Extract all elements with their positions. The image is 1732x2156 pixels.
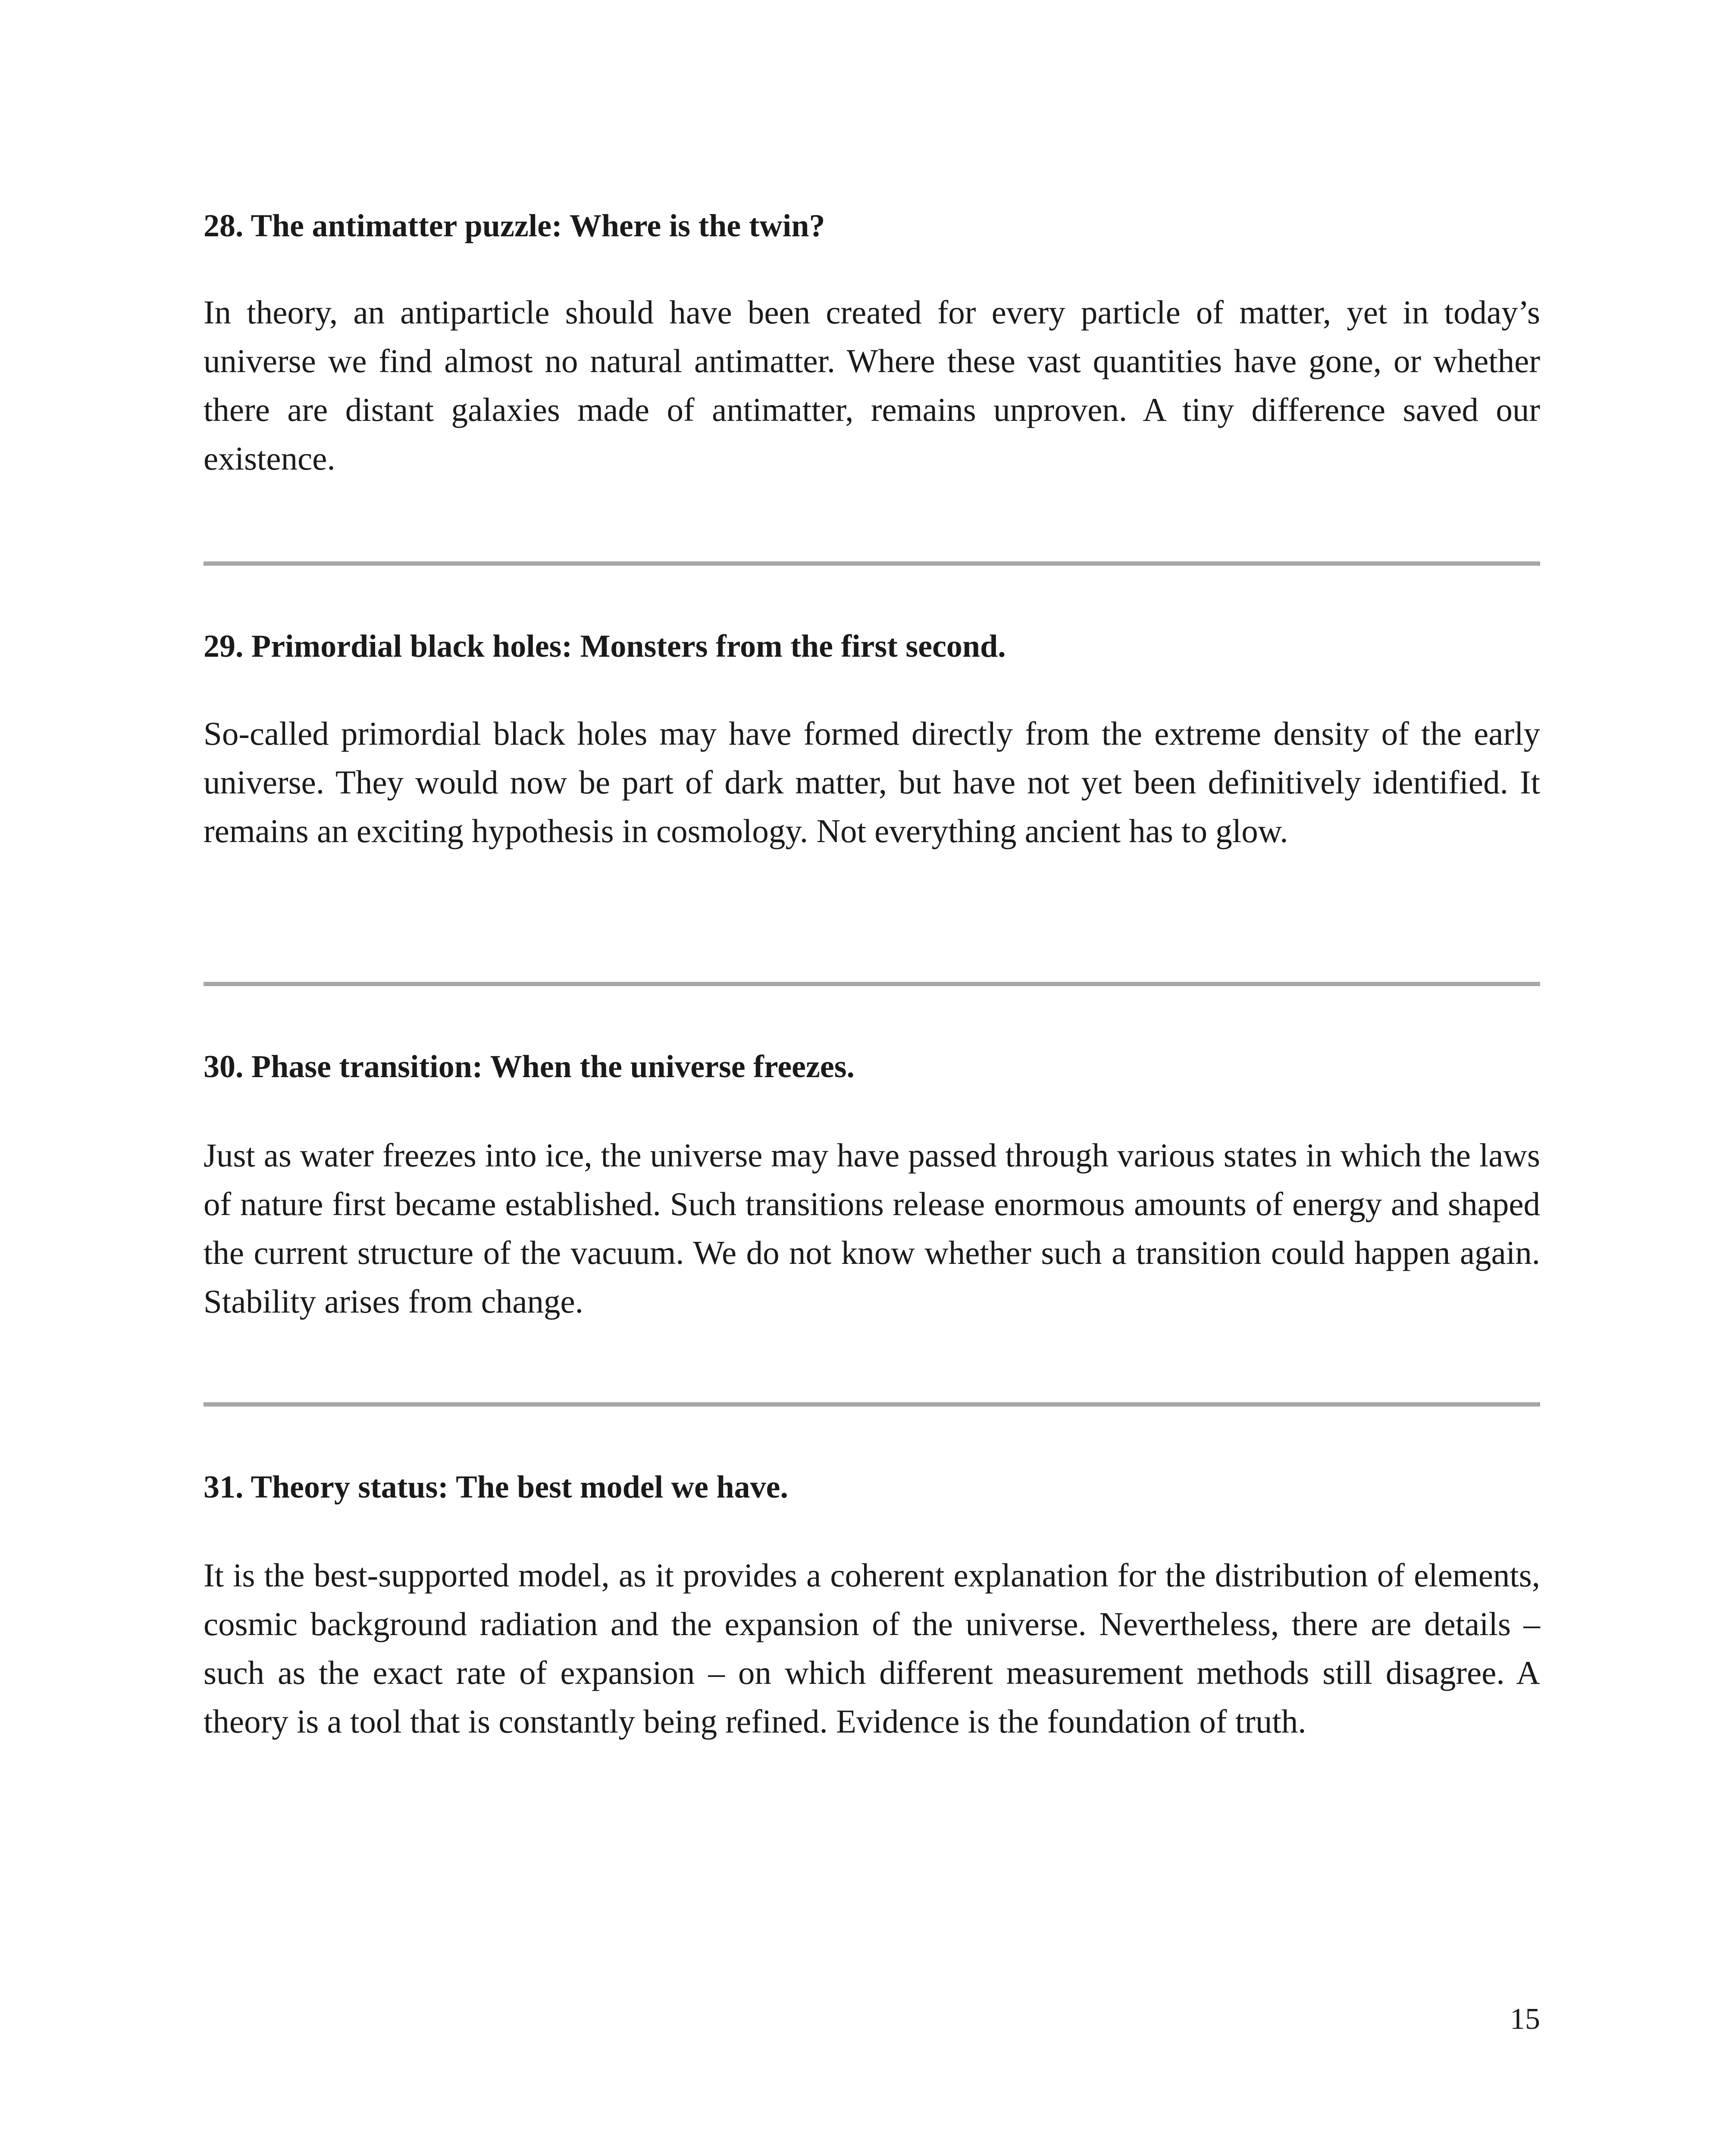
page-number: 15 [1510,2002,1540,2036]
section-body-31: It is the best-supported model, as it provides a coherent explanation for the distribution of elements, cosmic background radiation and the expansion of the universe. Nevertheless, there are details – such as the exact rate of expansion – on which different measurement methods still disagree. A theory is a tool that is constantly being refined. Evidence is the foundation of truth. [204,1557,1540,1740]
section-body-29: So-called primordial black holes may have formed directly from the extreme density of the early universe. They would now be part of dark matter, but have not yet been definitively identified. It remains an exciting hypothesis in cosmology. Not everything ancient has to glow. [204,715,1540,849]
section-divider [204,1402,1540,1407]
section-heading-28: 28. The antimatter puzzle: Where is the twin? [204,208,825,244]
section-divider [204,561,1540,566]
section-body-30: Just as water freezes into ice, the universe may have passed through various states in which the laws of nature first became established. Such transitions release enormous amounts of energy and shaped the current structure of the vacuum. We do not know whether such a transition could happen again. Stability arises from change. [204,1137,1540,1320]
section-divider [204,982,1540,986]
section-heading-31: 31. Theory status: The best model we have. [204,1470,788,1505]
section-heading-30: 30. Phase transition: When the universe freezes. [204,1049,855,1084]
section-heading-29: 29. Primordial black holes: Monsters from the first second. [204,629,1006,664]
section-body-28: In theory, an antiparticle should have been created for every particle of matter, yet in today’s universe we find almost no natural antimatter. Where these vast quantities have gone, or whether there are distant galaxies made of antimatter, remains unproven. A tiny difference saved our existence. [204,294,1540,477]
